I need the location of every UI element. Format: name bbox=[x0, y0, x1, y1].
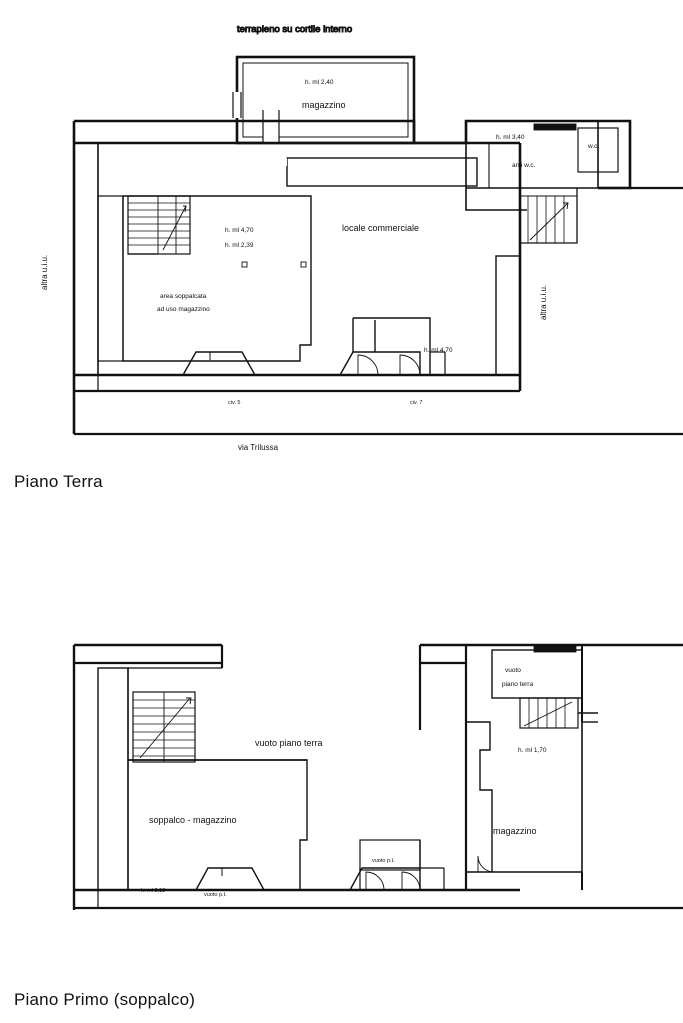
first-floor-drawing bbox=[0, 600, 683, 930]
altra-uiu-left-label: altra u.i.u. bbox=[40, 254, 49, 290]
vuoto-pt-center-label: vuoto p.t. bbox=[372, 858, 395, 864]
locale-commerciale-label: locale commerciale bbox=[342, 223, 420, 233]
vuoto-piano-terra-center-label: vuoto piano terra bbox=[255, 738, 323, 748]
vuoto-piano-terra-top-label-line2: piano terra bbox=[502, 681, 534, 688]
height-170-label: h. ml 1,70 bbox=[518, 747, 547, 754]
anti-wc-label: anti w.c. bbox=[512, 162, 536, 169]
street-label: via Trilussa bbox=[238, 443, 279, 452]
height-239-label: h. ml 2,39 bbox=[225, 242, 254, 249]
caption-first-floor: Piano Primo (soppalco) bbox=[14, 990, 196, 1009]
magazzino-room-label: magazzino bbox=[302, 100, 346, 110]
civ5-label: civ. 5 bbox=[228, 400, 241, 406]
height-212-label: h. ml 2,12 bbox=[141, 888, 166, 894]
wc-room-label: w.c. bbox=[588, 143, 600, 150]
vuoto-pt-left-label: vuoto p.t. bbox=[204, 892, 227, 898]
ground-floor-drawing bbox=[0, 0, 683, 470]
ground-floor-plan bbox=[0, 0, 683, 470]
area-soppalcata-label-line1: area soppalcata bbox=[160, 293, 207, 300]
soppalco-magazzino-label: soppalco - magazzino bbox=[149, 815, 237, 825]
terrapieno-label: terrapieno su cortile interno bbox=[237, 24, 353, 35]
caption-ground-floor: Piano Terra bbox=[14, 472, 103, 491]
first-floor-plan bbox=[0, 600, 683, 930]
magazzino-first-label: magazzino bbox=[493, 826, 537, 836]
height-470-left-label: h. ml 4,70 bbox=[225, 227, 254, 234]
magazzino-height-label: h. ml 2,40 bbox=[305, 79, 334, 86]
area-soppalcata-label-line2: ad uso magazzino bbox=[157, 306, 210, 313]
altra-uiu-right-label: altra u.i.u. bbox=[539, 284, 548, 320]
vuoto-piano-terra-top-label-line1: vuoto bbox=[505, 667, 521, 674]
civ7-label: civ. 7 bbox=[410, 400, 423, 406]
wc-height-label: h. ml 3,40 bbox=[496, 134, 525, 141]
height-470-right-label: h. ml 4,70 bbox=[424, 347, 453, 354]
